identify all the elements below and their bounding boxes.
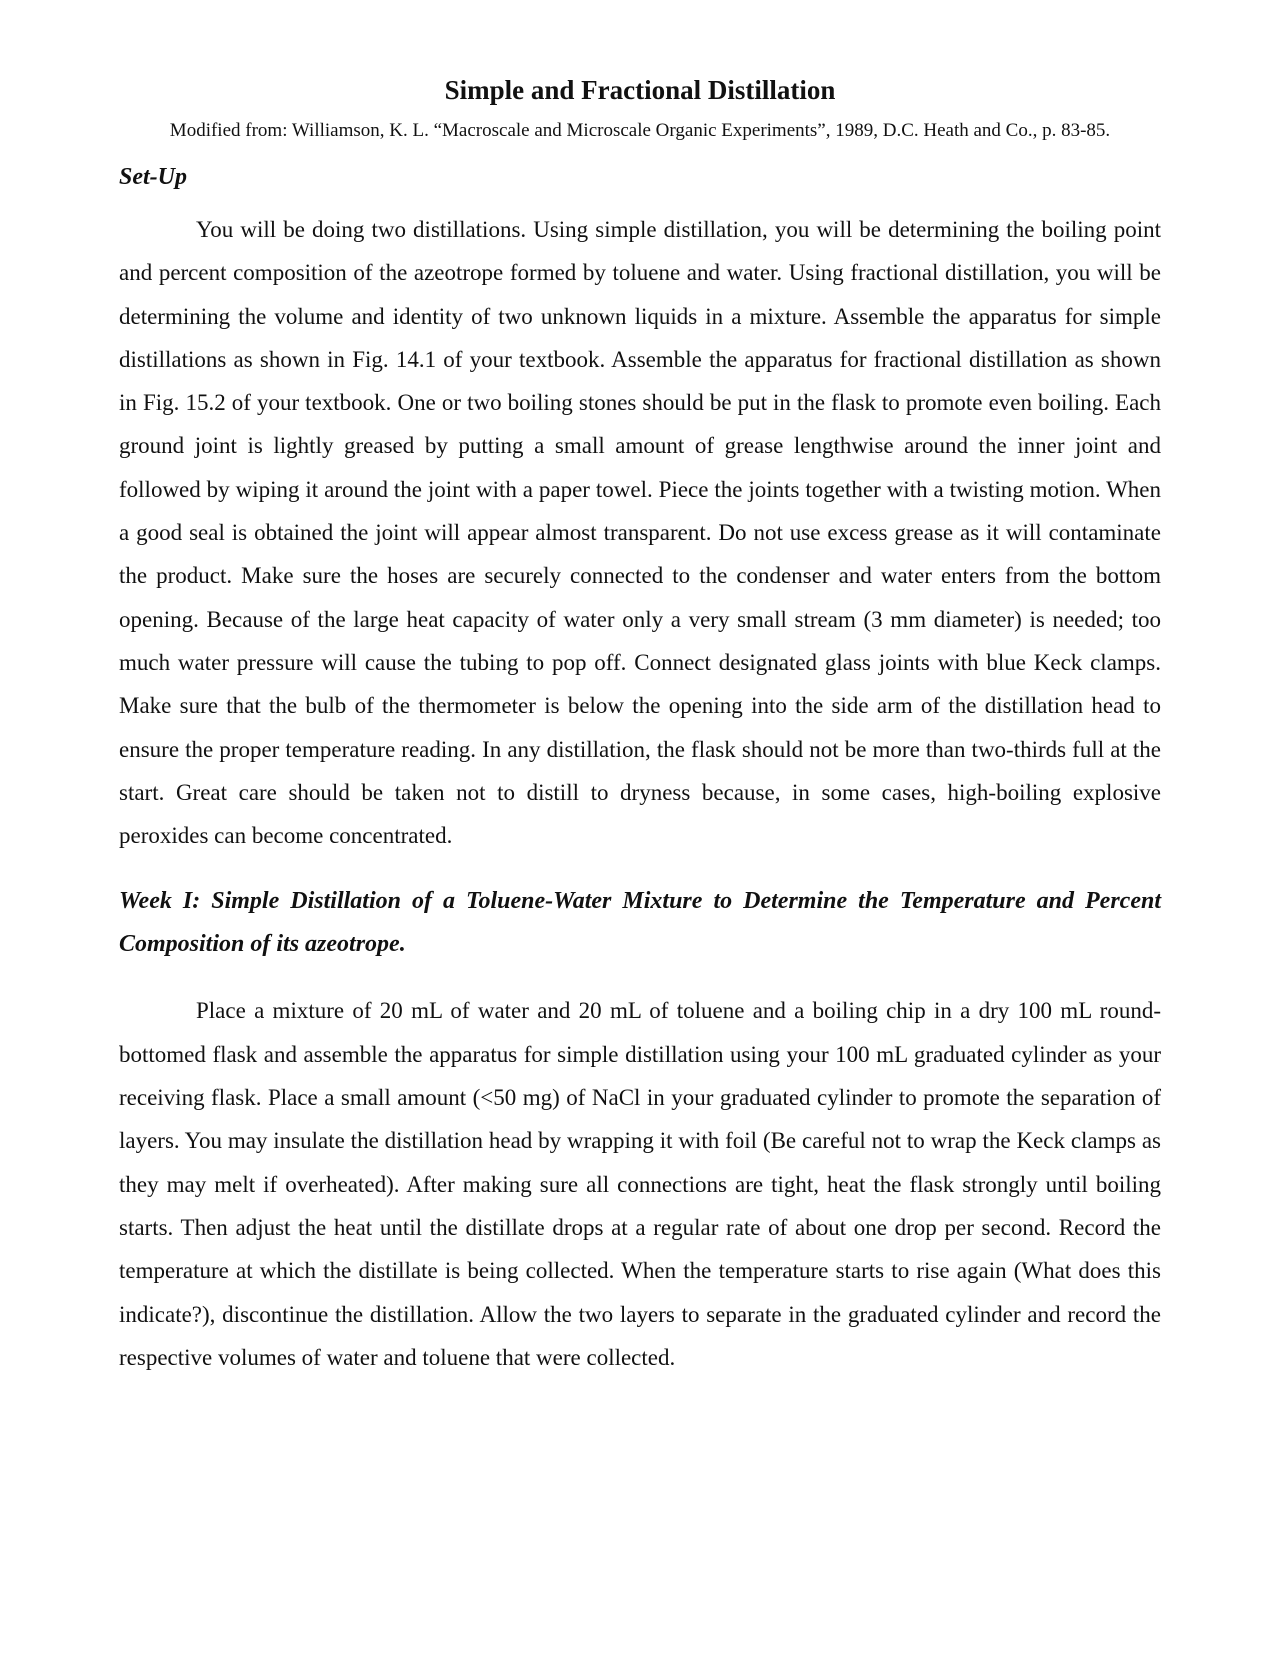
paragraph-setup: You will be doing two distillations. Using simple distillation, you will be determining the boiling point and percent composition of the azeotrope formed by toluene and water. Using fractional distillation, you will be determining the volume and identity of two unknown liquids in a mixture. Assemble the apparatus for simple distillations as shown in Fig. 14.1 of your textbook. Assemble the apparatus for fractional distillation as shown in Fig. 15.2 of your textbook. One or two boiling stones should be put in the flask to promote even boiling. Each ground joint is lightly greased by putting a small amount of grease lengthwise around the inner joint and followed by wiping it around the joint with a paper towel. Piece the joints together with a twisting motion. When a good seal is obtained the joint will appear almost transparent. Do not use excess grease as it will contaminate the product. Make sure the hoses are securely connected to the condenser and water enters from the bottom opening. Because of the large heat capacity of water only a very small stream (3 mm diameter) is needed; too much water pressure will cause the tubing to pop off. Connect designated glass joints with blue Keck clamps. Make sure that the bulb of the thermometer is below the opening into the side arm of the distillation head to ensure the proper temperature reading. In any distillation, the flask should not be more than two-thirds full at the start. Great care should be taken not to distill to dryness because, in some cases, high-boiling explosive peroxides can become concentrated. — [119, 217, 1161, 849]
section-heading-setup: Set-Up — [119, 164, 187, 190]
paragraph-week-1: Place a mixture of 20 mL of water and 20 mL of toluene and a boiling chip in a dry 100 mL round-bottomed flask and assemble the apparatus for simple distillation using your 100 mL graduated cylinder as your receiving flask. Place a small amount (<50 mg) of NaCl in your graduated cylinder to promote the separation of layers. You may insulate the distillation head by wrapping it with foil (Be careful not to wrap the Keck clamps as they may melt if overheated). After making sure all connections are tight, heat the flask strongly until boiling starts. Then adjust the heat until the distillate drops at a regular rate of about one drop per second. Record the temperature at which the distillate is being collected. When the temperature starts to rise again (What does this indicate?), discontinue the distillation. Allow the two layers to separate in the graduated cylinder and record the respective volumes of water and toluene that were collected. — [119, 998, 1161, 1370]
document-page — [119, 72, 1161, 1379]
citation: Modified from: Williamson, K. L. “Macroscale and Microscale Organic Experiments”, 1989, D.C. Heath and Co., p. 83-85. — [169, 120, 1111, 141]
document-title: Simple and Fractional Distillation — [444, 75, 836, 105]
section-heading-week-1: Week I: Simple Distillation of a Toluene-Water Mixture to Determine the Temperature and Percent Composition of its azeotrope. — [119, 888, 1161, 958]
